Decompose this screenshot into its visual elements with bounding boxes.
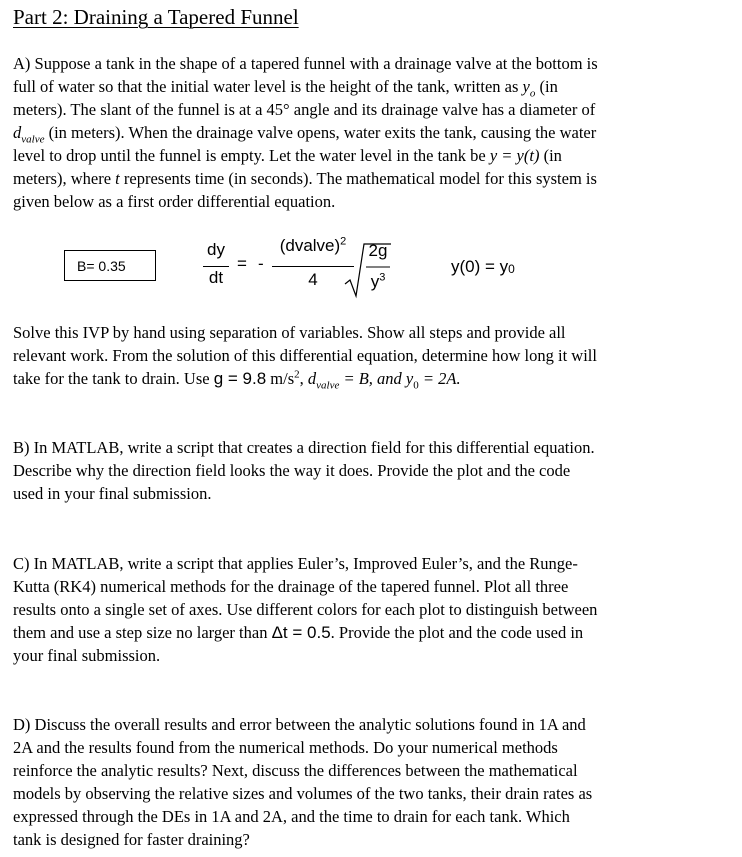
solve-line-1: Solve this IVP by hand using separation of variables. Show all steps and provide all (13, 323, 566, 342)
part-b-line-1: B) In MATLAB, write a script that creates a direction field for this differential equation. (13, 438, 595, 457)
dt-denominator: dt (208, 268, 224, 287)
part-a-line-3: meters). The slant of the funnel is at a 45° angle and its drainage valve has a diameter of (13, 100, 596, 119)
part-b-paragraph (13, 436, 735, 505)
part-a-line-5: level to drop until the funnel is empty. Let the water level in the tank be y = y(t) (in (13, 146, 562, 165)
part-c-line-1: C) In MATLAB, write a script that applies Euler’s, Improved Euler’s, and the Runge- (13, 554, 578, 573)
part-d-line-2: 2A and the results found from the numerical methods. Do your numerical methods (13, 738, 558, 757)
part-c-line-5: your final submission. (13, 646, 161, 665)
y-cubed-denominator: $y^3$ (370, 271, 386, 291)
page-title: Part 2: Draining a Tapered Funnel (13, 5, 299, 29)
part-a-line-7: given below as a first order differential equation. (13, 192, 336, 211)
part-c-line-2: Kutta (RK4) numerical methods for the drainage of the tapered funnel. Plot all three (13, 577, 569, 596)
part-a-line-4: $d_{valve}$ (in meters). When the drainage valve opens, water exits the tank, causing the water (13, 123, 597, 146)
initial-condition: $y(0) = y_0$ (451, 257, 515, 276)
part-c-line-3: results onto a single set of axes. Use different colors for each plot to distinguish between (13, 600, 598, 619)
step-size: Δt = 0.5 (271, 623, 331, 642)
equals-sign: = (237, 254, 247, 273)
g-value: g = 9.8 (213, 369, 267, 388)
two-g-numerator: 2g (368, 241, 388, 260)
part-c-line-4: them and use a step size no larger than Δt = 0.5. Provide the plot and the code used in (13, 623, 584, 642)
part-d-line-6: tank is designed for faster draining? (13, 830, 250, 849)
part-c-paragraph (13, 552, 735, 667)
dy-dt-fraction-bar (203, 266, 229, 267)
part-d-line-4: models by observing the relative sizes and volumes of the two tanks, their drain rates as (13, 784, 593, 803)
t-symbol: t (115, 169, 120, 188)
solve-line-3: take for the tank to drain. Use g = 9.8 $m/s^2$, $d_{valve} = B$, and $y_0 = 2A$. (13, 368, 461, 392)
b-value-box: B= 0.35 (64, 250, 156, 281)
part-d-line-1: D) Discuss the overall results and error between the analytic solutions found in 1A and (13, 715, 586, 734)
y0-symbol: y (522, 77, 530, 96)
four-denominator: 4 (308, 270, 318, 289)
part-d-line-5: expressed through the DEs in 1A and 2A, and the time to drain for each tank. Which (13, 807, 570, 826)
dvalve-squared-numerator: (dvalve)$^2$ (279, 235, 347, 255)
minus-sign: - (258, 254, 264, 273)
part-d-line-3: reinforce the analytic results? Next, discuss the differences between the mathematical (13, 761, 578, 780)
part-d-paragraph (13, 713, 735, 851)
part-b-line-3: used in your final submission. (13, 484, 212, 503)
solve-paragraph (13, 321, 735, 390)
yt-expression: y = y(t) (489, 146, 540, 165)
part-b-line-2: Describe why the direction field looks the way it does. Provide the plot and the code (13, 461, 571, 480)
dvalve-symbol: d (13, 123, 22, 142)
solve-line-2: relevant work. From the solution of this differential equation, determine how long it will (13, 346, 597, 365)
part-a-line-1: A) Suppose a tank in the shape of a tapered funnel with a drainage valve at the bottom is (13, 54, 598, 73)
dy-numerator: dy (207, 240, 225, 259)
part-a-paragraph (13, 52, 735, 213)
part-a-line-6: meters), where t represents time (in seconds). The mathematical model for this system is (13, 169, 597, 188)
part-a-line-2: full of water so that the initial water level is the height of the tank, written as $y_o$ (in (13, 77, 558, 100)
